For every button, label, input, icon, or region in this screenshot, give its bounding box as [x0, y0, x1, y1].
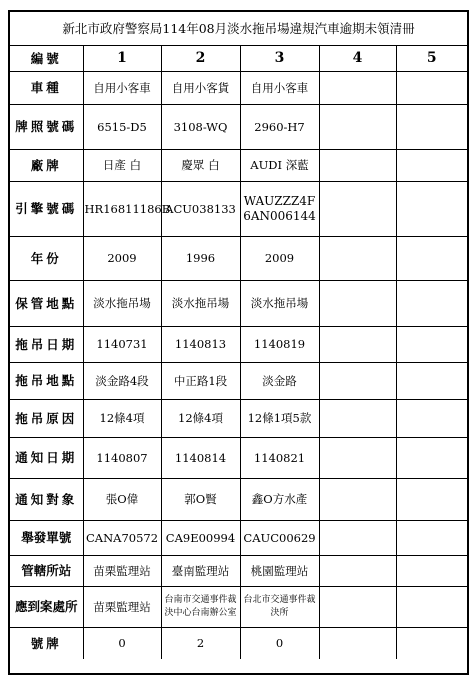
cell-office	[396, 586, 467, 627]
cell-towplace: 淡金路4段	[83, 362, 161, 399]
row-label: 牌照號碼	[10, 104, 83, 149]
column-number: 2	[161, 46, 240, 71]
cell-notifydate: 1140814	[161, 437, 240, 478]
cell-storage: 淡水拖吊場	[161, 280, 240, 326]
cell-ticket	[319, 520, 396, 555]
cell-year	[319, 236, 396, 280]
cell-storage: 淡水拖吊場	[240, 280, 319, 326]
cell-office: 台北市交通事件裁決所	[240, 586, 319, 627]
cell-towplace: 中正路1段	[161, 362, 240, 399]
cell-office: 苗栗監理站	[83, 586, 161, 627]
cell-towplace	[396, 362, 467, 399]
cell-type: 自用小客貨	[161, 71, 240, 104]
cell-storage: 淡水拖吊場	[83, 280, 161, 326]
document-title: 新北市政府警察局114年08月淡水拖吊場違規汽車逾期未領清冊	[10, 12, 467, 46]
cell-notifywho	[396, 478, 467, 520]
cell-reason: 12條4項	[83, 399, 161, 437]
table-row-station	[10, 555, 467, 586]
cell-year: 1996	[161, 236, 240, 280]
cell-platecount: 0	[240, 627, 319, 659]
cell-reason: 12條4項	[161, 399, 240, 437]
table-row-notifydate	[10, 437, 467, 478]
cell-ticket: CAUC00629	[240, 520, 319, 555]
cell-ticket	[396, 520, 467, 555]
cell-station: 苗栗監理站	[83, 555, 161, 586]
cell-notifywho	[319, 478, 396, 520]
table-row-brand	[10, 149, 467, 181]
table-row-towplace	[10, 362, 467, 399]
cell-storage	[319, 280, 396, 326]
row-label: 舉發單號	[10, 520, 83, 555]
cell-plate: 3108-WQ	[161, 104, 240, 149]
cell-towdate: 1140813	[161, 326, 240, 362]
row-label: 應到案處所	[10, 586, 83, 627]
header-row	[10, 46, 467, 71]
cell-reason	[396, 399, 467, 437]
vehicle-table	[10, 46, 467, 659]
cell-notifydate	[319, 437, 396, 478]
row-label: 引擎號碼	[10, 181, 83, 236]
cell-office	[319, 586, 396, 627]
cell-engine: ACU038133	[161, 181, 240, 236]
cell-type: 自用小客車	[83, 71, 161, 104]
row-label: 保管地點	[10, 280, 83, 326]
table-row-office	[10, 586, 467, 627]
table-row-engine	[10, 181, 467, 236]
cell-plate	[319, 104, 396, 149]
cell-type	[396, 71, 467, 104]
cell-platecount: 0	[83, 627, 161, 659]
cell-station: 桃園監理站	[240, 555, 319, 586]
cell-notifydate	[396, 437, 467, 478]
column-number: 1	[83, 46, 161, 71]
cell-type	[319, 71, 396, 104]
cell-year	[396, 236, 467, 280]
cell-station: 臺南監理站	[161, 555, 240, 586]
cell-notifywho: 郭O賢	[161, 478, 240, 520]
row-label: 通知日期	[10, 437, 83, 478]
table-row-plate	[10, 104, 467, 149]
cell-engine	[319, 181, 396, 236]
cell-platecount: 2	[161, 627, 240, 659]
document-sheet	[8, 10, 469, 675]
cell-station	[396, 555, 467, 586]
row-label: 年份	[10, 236, 83, 280]
row-label: 拖吊原因	[10, 399, 83, 437]
row-label: 號牌	[10, 627, 83, 659]
row-label: 通知對象	[10, 478, 83, 520]
cell-year: 2009	[83, 236, 161, 280]
cell-station	[319, 555, 396, 586]
cell-brand	[319, 149, 396, 181]
cell-office: 台南市交通事件裁決中心台南辦公室	[161, 586, 240, 627]
row-label: 拖吊地點	[10, 362, 83, 399]
table-row-reason	[10, 399, 467, 437]
table-row-type	[10, 71, 467, 104]
cell-year: 2009	[240, 236, 319, 280]
cell-plate: 2960-H7	[240, 104, 319, 149]
table-row-notifywho	[10, 478, 467, 520]
cell-notifywho: 鑫O方水產	[240, 478, 319, 520]
table-row-storage	[10, 280, 467, 326]
column-number: 4	[319, 46, 396, 71]
cell-towdate: 1140731	[83, 326, 161, 362]
cell-type: 自用小客車	[240, 71, 319, 104]
cell-towplace: 淡金路	[240, 362, 319, 399]
row-label: 車種	[10, 71, 83, 104]
cell-reason	[319, 399, 396, 437]
cell-engine: HR16811186B	[83, 181, 161, 236]
cell-notifydate: 1140821	[240, 437, 319, 478]
column-number: 5	[396, 46, 467, 71]
cell-brand	[396, 149, 467, 181]
cell-towdate	[319, 326, 396, 362]
cell-engine	[396, 181, 467, 236]
cell-reason: 12條1項5款	[240, 399, 319, 437]
cell-ticket: CA9E00994	[161, 520, 240, 555]
table-row-ticket	[10, 520, 467, 555]
row-label: 拖吊日期	[10, 326, 83, 362]
cell-plate	[396, 104, 467, 149]
cell-platecount	[319, 627, 396, 659]
table-row-year	[10, 236, 467, 280]
cell-plate: 6515-D5	[83, 104, 161, 149]
cell-brand: 慶眾 白	[161, 149, 240, 181]
cell-storage	[396, 280, 467, 326]
row-label: 編號	[10, 46, 83, 71]
table-row-platecount	[10, 627, 467, 659]
cell-notifywho: 張O偉	[83, 478, 161, 520]
cell-towplace	[319, 362, 396, 399]
row-label: 管轄所站	[10, 555, 83, 586]
row-label: 廠牌	[10, 149, 83, 181]
cell-brand: AUDI 深藍	[240, 149, 319, 181]
column-number: 3	[240, 46, 319, 71]
cell-platecount	[396, 627, 467, 659]
cell-towdate: 1140819	[240, 326, 319, 362]
cell-brand: 日產 白	[83, 149, 161, 181]
cell-engine: WAUZZZ4F6AN006144	[240, 181, 319, 236]
table-row-towdate	[10, 326, 467, 362]
cell-towdate	[396, 326, 467, 362]
cell-notifydate: 1140807	[83, 437, 161, 478]
cell-ticket: CANA70572	[83, 520, 161, 555]
